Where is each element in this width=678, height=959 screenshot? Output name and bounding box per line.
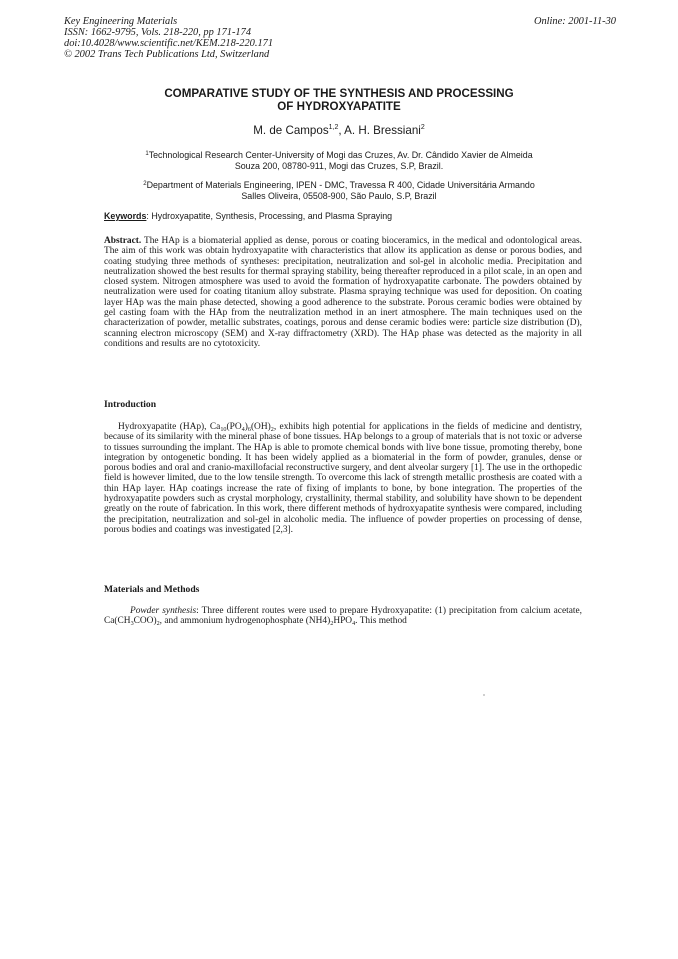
abstract-text: The HAp is a biomaterial applied as dense, porous or coating bioceramics, in the medical and odontological areas. The aim of this work was obtain hydroxyapatite with characteristics that allow its application as dense or porous bodies, and coating studying three methods of syntheses: precipitation, neutralization and sol-gel in alcoholic media. Precipitation and neutralization showed the best results for thermal spraying stability, being thereafter reproduced in a pilot scale, in an open and closed system. Nitrogen atmosphere was used to avoid the formation of hydroxyapatite carbonate. The powders obtained by neutralization were used for coating titanium alloy substrate. Plasma spraying technique was used for deposition. On coating layer HAp was the main phase detected, showing a good adherence to the substrate. Porous ceramic bodies were obtained by gel casting foam with the HAp from the neutralization method in an inert atmosphere. The main techniques used on the characterization of powder, metallic substrates, coatings, porous and dense ceramic bodies were: particle size distribution (D), scanning electron microscopy (SEM) and X-ray diffractometry (XRD). The HAp phase was detected as the majority in all conditions and results are no cytotoxicity. <box>104 236 582 349</box>
issn-line: ISSN: 1662-9795, Vols. 218-220, pp 171-174 <box>64 27 252 38</box>
affiliation-2-line-1: Department of Materials Engineering, IPEN - DMC, Travessa R 400, Cidade Universitária Armando <box>146 180 535 190</box>
abstract-paragraph <box>104 236 582 349</box>
materials-methods-heading: Materials and Methods <box>104 584 200 595</box>
paper-title <box>100 87 578 113</box>
formula-subscript: 2 <box>156 620 160 628</box>
publication-header <box>64 16 424 60</box>
introduction-paragraph <box>104 422 582 535</box>
formula-subscript: 4 <box>352 620 356 628</box>
formula-subscript: 2 <box>270 426 274 433</box>
powder-synthesis-label: Powder synthesis <box>130 606 197 616</box>
formula-subscript: 6 <box>247 426 251 433</box>
copyright-line: © 2002 Trans Tech Publications Ltd, Switzerland <box>64 49 270 60</box>
intro-text-rest: , exhibits high potential for applications in the fields of medicine and dentistry, because of its similarity with the mineral phase of bone tissues. HAp belongs to a group of materials that is not toxic or adverse to tissues surrounding the implant. The HAp is able to promote chemical bonds with live bone tissue, promoting thereby, bone integration by ontogenetic bonding. It has been widely applied as a biomaterial in the form of powder, granules, dense or porous bodies and oral and cranio-maxillofacial reconstructive surgery, and dent alveolar surgery [1]. The use in the orthopedic field is however limited, due to the low tensile strength. To overcome this lack of strength metallic prosthesis are coated with a thin HAp layer. HAp coatings increase the rate of fixing of implants to bone, by bone integration. The properties of the hydroxyapatite powders such as crystal morphology, crystallinity, thermal stability, and solubility have shown to be dependent greatly on the route of fabrication. In this work, there different methods of hydroxyapatite synthesis were compared, including the precipitation, neutralization and sol-gel in alcoholic media. The influence of powder properties on processing of dense, porous bodies and coatings was investigated [2,3]. <box>104 422 583 535</box>
affiliation-2 <box>96 180 582 202</box>
affiliation-1-line-2: Souza 200, 08780-911, Mogi das Cruzes, S.P, Brazil. <box>234 161 444 171</box>
materials-methods-paragraph <box>104 606 582 627</box>
formula-part: (PO <box>226 422 242 432</box>
mm-text: , and ammonium hydrogenophosphate (NH4) <box>159 616 331 627</box>
introduction-heading: Introduction <box>104 399 157 410</box>
formula-subscript: 2 <box>330 620 334 628</box>
abstract-label: Abstract. <box>104 236 142 246</box>
affiliation-2-marker: 2 <box>143 181 147 187</box>
mm-text: . This method <box>355 616 407 627</box>
formula-part: (OH) <box>250 422 271 432</box>
formula-subscript: 3 <box>130 620 134 628</box>
online-date: Online: 2001-11-30 <box>533 16 616 27</box>
formula-subscript: 4 <box>241 426 245 433</box>
title-line-1: COMPARATIVE STUDY OF THE SYNTHESIS AND PROCESSING <box>164 87 514 100</box>
scan-speck <box>483 694 485 696</box>
formula-part: ) <box>244 422 248 432</box>
affiliation-1-marker: 1 <box>145 151 149 157</box>
mm-text: HPO <box>333 616 353 627</box>
author-1-affiliation: 1,2 <box>328 124 339 131</box>
affiliation-2-line-2: Salles Oliveira, 05508-900, São Paulo, S.P, Brazil <box>241 191 437 201</box>
affiliation-1-line-1: Technological Research Center-University of Mogi das Cruzes, Av. Dr. Cândido Xavier de Almeida <box>148 150 533 160</box>
author-separator: , <box>338 124 345 137</box>
title-line-2: OF HYDROXYAPATITE <box>277 100 401 113</box>
journal-name: Key Engineering Materials <box>64 16 178 27</box>
mm-text: COO) <box>133 616 157 627</box>
doi-line: doi:10.4028/www.scientific.net/KEM.218-220.171 <box>64 38 274 49</box>
keywords-line <box>104 211 584 222</box>
affiliation-1 <box>96 150 582 172</box>
author-1: M. de Campos <box>253 124 329 137</box>
author-2-affiliation: 2 <box>420 124 425 131</box>
keywords-label: Keywords <box>104 211 147 221</box>
formula-subscript: 10 <box>220 426 227 433</box>
author-2: A. H. Bressiani <box>344 124 421 137</box>
author-list <box>100 124 578 138</box>
intro-text-start: Hydroxyapatite (HAp), Ca <box>118 422 221 432</box>
keywords-text: : Hydroxyapatite, Synthesis, Processing, and Plasma Spraying <box>146 211 393 221</box>
mm-text: : Three different routes were used to prepare Hydroxyapatite: (1) precipitation from calcium acetate, Ca(CH <box>104 606 582 627</box>
